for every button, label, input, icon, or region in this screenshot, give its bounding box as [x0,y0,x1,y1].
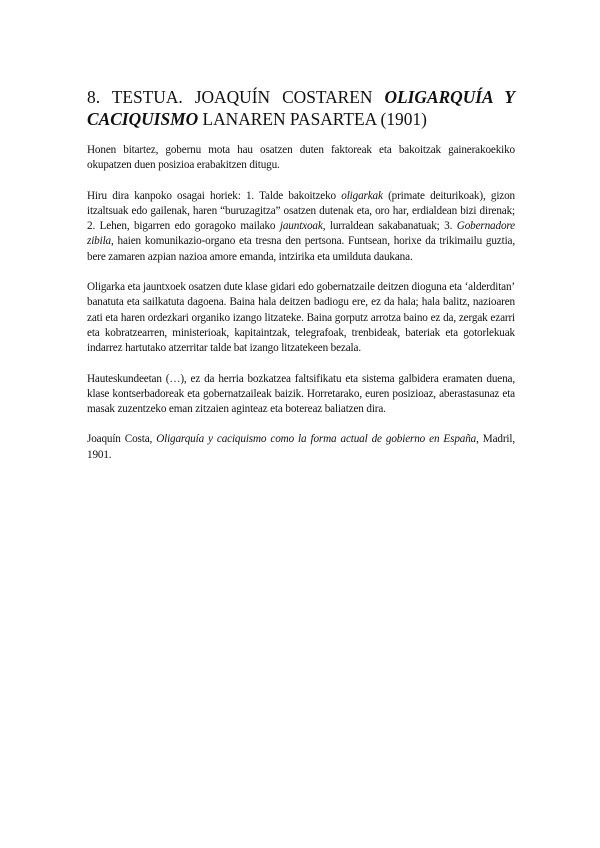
term-oligarkak: oligarkak [341,189,383,202]
title-book-name: OLIGARQUÍA Y CACIQUISMO [87,87,516,129]
title-text-part1: 8. TESTUA. JOAQUÍN COSTAREN [87,87,385,107]
title-text-part2: LANAREN PASARTEA (1901) [198,109,427,129]
paragraph-elections: Hauteskundeetan (…), ez da herria bozkatzea faltsifikatu eta sistema galbidera eramaten duena, klase kontserbadoreak eta gobernatzaileak baizik. Horretarako, euren posizioaz, aberastasunaz eta masak zuzentzeko eman zitzaien aginteaz eta botereaz baliatzen dira. [87,372,515,416]
term-jauntxoak: jauntxoak [279,220,323,233]
paragraph-components-text-1: Hiru dira kanpoko osagai horiek: 1. Talde bakoitzeko [87,189,342,202]
paragraph-components-text-2: (primate deiturikoak), gizon itzaltsuak edo gailenak, haren “buruzagitza” osatzen dutenak eta, oro har, erdialdean bizi direnak; 2. Lehen, bigarren edo goragoko mailako [87,189,516,233]
paragraph-components-text-4: , haien komunikazio-organo eta tresna den pertsona. Funtsean, horixe da trikimailu guztia, bere zamaren azpian nazioa amore emanda, intzirika eta umilduta daukana. [87,235,515,263]
citation-place-year: , Madril, 1901. [87,433,515,461]
paragraph-components-text-3: , lurraldean sakabanatuak; 3. [322,220,457,233]
term-gobernadore-zibila: Gobernadore zibila [87,220,515,248]
paragraph-components [87,189,515,265]
citation-author: Joaquín Costa, [87,433,157,446]
citation [87,432,515,463]
document-page [87,86,515,463]
paragraph-intro: Honen bitartez, gobernu mota hau osatzen duten faktoreak eta bakoitzak gainerakoekiko okupatzen duen posizioa erabakitzen ditugu. [87,144,515,172]
citation-work-title: Oligarquía y caciquismo como la forma actual de gobierno en España [156,433,477,446]
document-title [87,86,515,130]
paragraph-ruling-class: Oligarka eta jauntxoek osatzen dute klase gidari edo gobernatzaile deitzen dioguna eta ‘alderditan’ banatuta eta sailkatuta dagoena. Baina hala deitzen badiogu ere, ez da hala; hala balitz, nazioaren zati eta haren ordezkari organiko izango litzateke. Baina gorputz arrotza baino ez da, zergak ezarri eta kobratzearren, ministerioak, kapitaintzak, telegrafoak, trenbideak, bateriak eta gotorlekuak indarrez hartutako atzerritar talde bat izango litzatekeen bezala. [87,281,515,355]
